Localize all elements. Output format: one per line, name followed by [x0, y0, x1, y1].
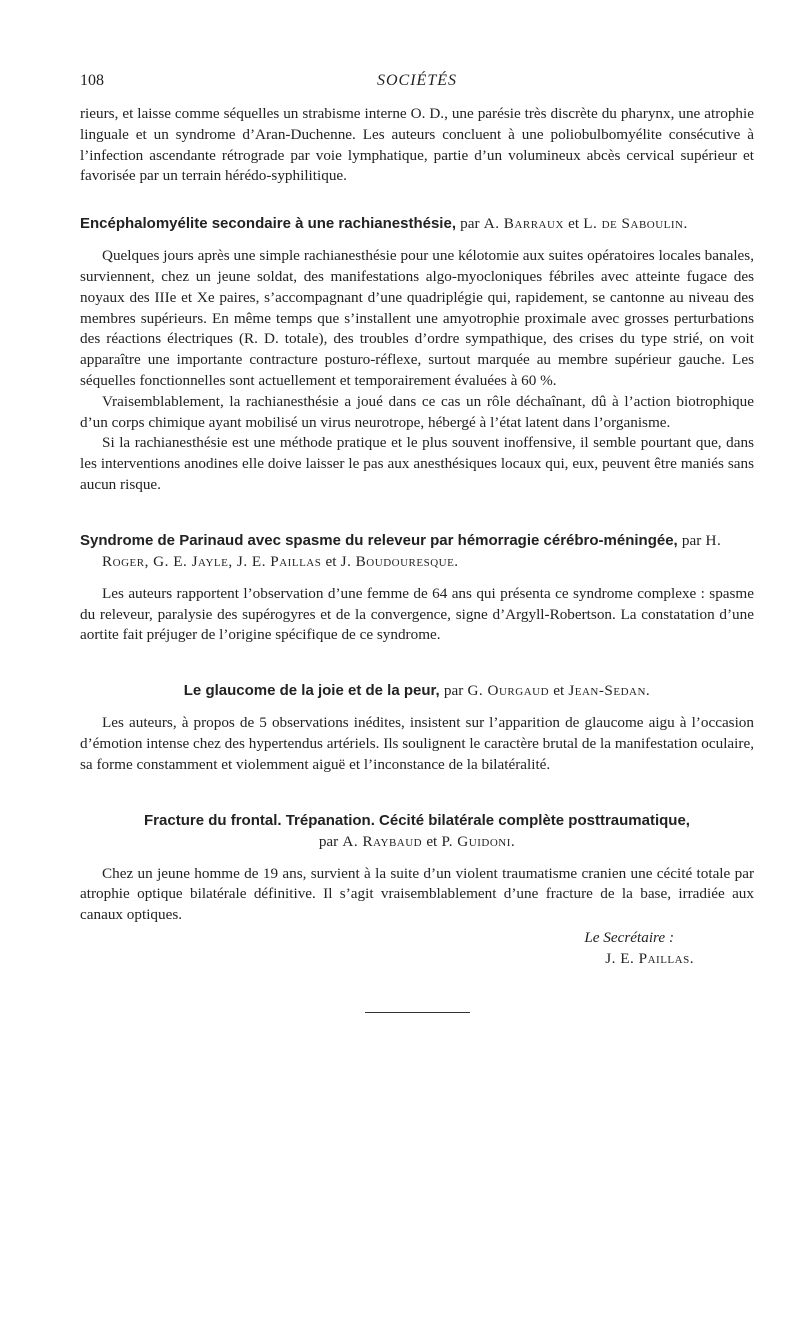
article-1-author-2: L. de Saboulin. — [583, 215, 688, 233]
article-4-and: et — [426, 832, 438, 850]
article-3-and: et — [553, 682, 565, 700]
article-2-by: par — [681, 531, 702, 549]
article-2-title: Syndrome de Parinaud avec spasme du releveur par hémorragie cérébro-méningée, — [80, 531, 678, 549]
article-4-title: Fracture du frontal. Trépanation. Cécité bilatérale complète posttraumatique, — [144, 811, 690, 829]
article-2-heading — [80, 530, 754, 572]
article-1-title: Encéphalomyélite secondaire à une rachianesthésie, — [80, 215, 456, 233]
article-4-paragraph-1: Chez un jeune homme de 19 ans, survient à la suite d’un violent traumatisme cranien une cécité totale par atrophie optique bilatérale définitive. Il s’agit vraisemblablement d’une fracture de la base, irradiée aux canaux optiques. — [80, 864, 754, 924]
signature-name: J. E. Paillas. — [605, 949, 694, 967]
article-4-author-1: A. Raybaud — [342, 832, 423, 850]
running-title: SOCIÉTÉS — [377, 72, 457, 89]
article-2-last-author: J. Boudouresque. — [340, 552, 459, 570]
article-1-author-1: A. Barraux — [483, 215, 564, 233]
article-1-paragraph-1: Quelques jours après une simple rachianesthésie pour une kélotomie aux suites opératoires locales banales, surviennent, chez un jeune soldat, des manifestations algo-myocloniques fébriles avec atteinte fugace des noyaux des IIIe et Xe paires, s’accompagnant d’une quadriplégie qui, rapidement, se cantonne au niveau des membres supérieurs. En même temps que s’installent une amyotrophie proximale avec grosses perturbations des réactions électriques (R. D. totale), des troubles d’ordre sympathique, des crises du type strié, on voit apparaître une importante contracture posturo-réflexe, surtout marquée au membre supérieur gauche. Les séquelles fonctionnelles sont actuellement et temporairement évaluées à 60 %. — [80, 247, 754, 389]
closing-rule — [365, 1012, 470, 1013]
article-4-by: par — [318, 832, 339, 850]
article-1-by: par — [460, 215, 480, 233]
running-head — [80, 72, 754, 96]
page-number: 108 — [80, 72, 104, 89]
article-2-paragraph-1: Les auteurs rapportent l’observation d’une femme de 64 ans qui présenta ce syndrome complexe : spasme du releveur, paralysie des supérogyres et de la convergence, signe d’Argyll-Robertson. La constatation d’une aortite fait préjuger de l’origine spécifique de ce syndrome. — [80, 584, 754, 644]
article-4-author-2: P. Guidoni. — [441, 832, 516, 850]
article-3-author-1: G. Ourgaud — [467, 682, 550, 700]
article-3-title: Le glaucome de la joie et de la peur, — [183, 682, 440, 700]
article-1-paragraph-2: Vraisemblablement, la rachianesthésie a joué dans ce cas un rôle déchaînant, dû à l’action biotrophique d’un corps chimique ayant mobilisé un virus neurotrope, hébergé à l’état latent dans l’organisme. — [80, 392, 754, 431]
intro-paragraph: rieurs, et laisse comme séquelles un strabisme interne O. D., une parésie très discrète du pharynx, une atrophie linguale et un syndrome d’Aran-Duchenne. Les auteurs concluent à une poliobulbomyélite consécutive à l’infection ascendante rétrograde par voie lymphatique, partie d’un volumineux abcès cervical supérieur et favorisée par un terrain hérédo-syphilitique. — [80, 105, 754, 185]
article-1-heading — [80, 213, 754, 234]
article-1-and: et — [568, 215, 580, 233]
article-3-by: par — [443, 682, 464, 700]
article-1-paragraph-3: Si la rachianesthésie est une méthode pratique et le plus souvent inoffensive, il semble pourtant que, dans les interventions anodines elle doive laisser le pas aux anesthésiques locaux qui, eux, peuvent être maniés sans aucun risque. — [80, 434, 754, 493]
article-4-heading — [80, 810, 754, 852]
article-3-author-2: Jean-Sedan. — [568, 682, 651, 700]
text-column — [80, 104, 754, 1013]
article-2-authors: H. Roger, G. E. Jayle, J. E. Paillas — [102, 531, 722, 570]
article-2-and: et — [325, 552, 337, 570]
article-3-paragraph-1: Les auteurs, à propos de 5 observations inédites, insistent sur l’apparition de glaucome aigu à l’occasion d’émotion intense chez des hypertendus artériels. Ils soulignent le caractère brutal de la manifestation oculaire, sa forme constamment et violemment aiguë et l’inconstance de la bilatéralité. — [80, 714, 754, 773]
signature-role: Le Secrétaire : — [584, 928, 674, 946]
article-3-heading — [80, 680, 754, 701]
